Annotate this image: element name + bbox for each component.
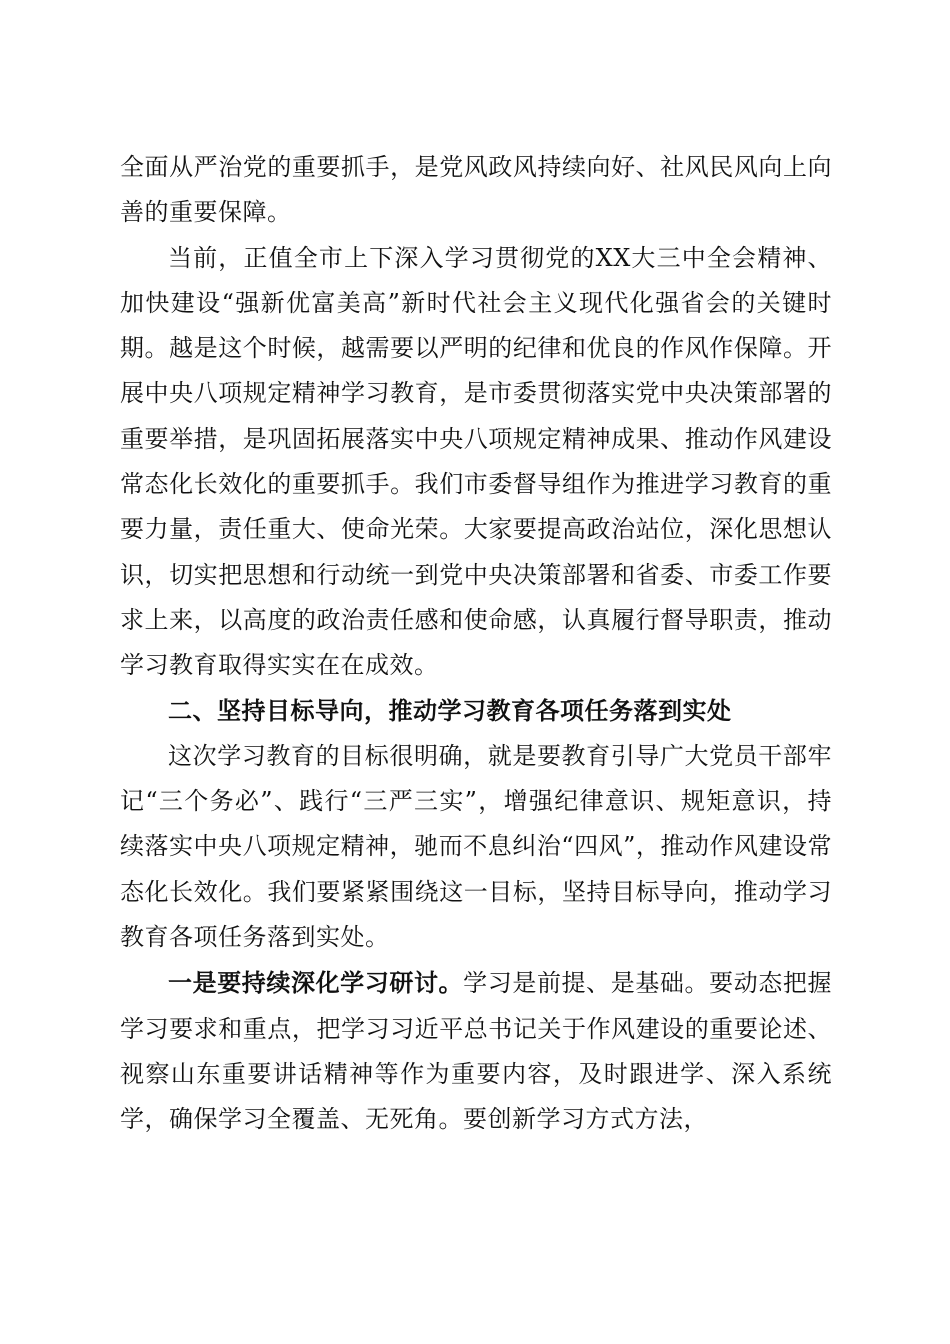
heading-text: 二、坚持目标导向，推动学习教育各项任务落到实处	[168, 696, 732, 725]
paragraph-text: 全面从严治党的重要抓手，是党风政风持续向好、社风民风向上向善的重要保障。	[120, 153, 832, 227]
paragraph-continuation	[120, 145, 832, 236]
paragraph-text: 当前，正值全市上下深入学习贯彻党的XX大三中全会精神、加快建设“强新优富美高”新时代社会主义现代化强省会的关键时期。越是这个时候，越需要以严明的纪律和优良的作风作保障。开展中央八项规定精神学习教育，是市委贯彻落实党中央决策部署的重要举措，是巩固拓展落实中央八项规定精神成果、推动作风建设常态化长效化的重要抓手。我们市委督导组作为推进学习教育的重要力量，责任重大、使命光荣。大家要提高政治站位，深化思想认识，切实把思想和行动统一到党中央决策部署和省委、市委工作要求上来，以高度的政治责任感和使命感，认真履行督导职责，推动学习教育取得实实在在成效。	[120, 243, 832, 680]
paragraph-text: 学习是前提、是基础。要动态把握学习要求和重点，把学习习近平总书记关于作风建设的重要论述、视察山东重要讲话精神等作为重要内容，及时跟进学、深入系统学，确保学习全覆盖、无死角。要创新学习方式方法，	[120, 969, 833, 1134]
paragraph-current-period	[120, 236, 832, 689]
section-heading-two	[120, 689, 832, 734]
paragraph-study	[120, 960, 832, 1142]
document-body	[120, 145, 832, 1143]
paragraph-lead: 一是要持续深化学习研讨。	[168, 968, 464, 998]
paragraph-text: 这次学习教育的目标很明确，就是要教育引导广大党员干部牢记“三个务必”、践行“三严三实”，增强纪律意识、规矩意识，持续落实中央八项规定精神，驰而不息纠治“四风”，推动作风建设常态化长效化。我们要紧紧围绕这一目标，坚持目标导向，推动学习教育各项任务落到实处。	[120, 741, 832, 952]
paragraph-goal	[120, 734, 832, 960]
